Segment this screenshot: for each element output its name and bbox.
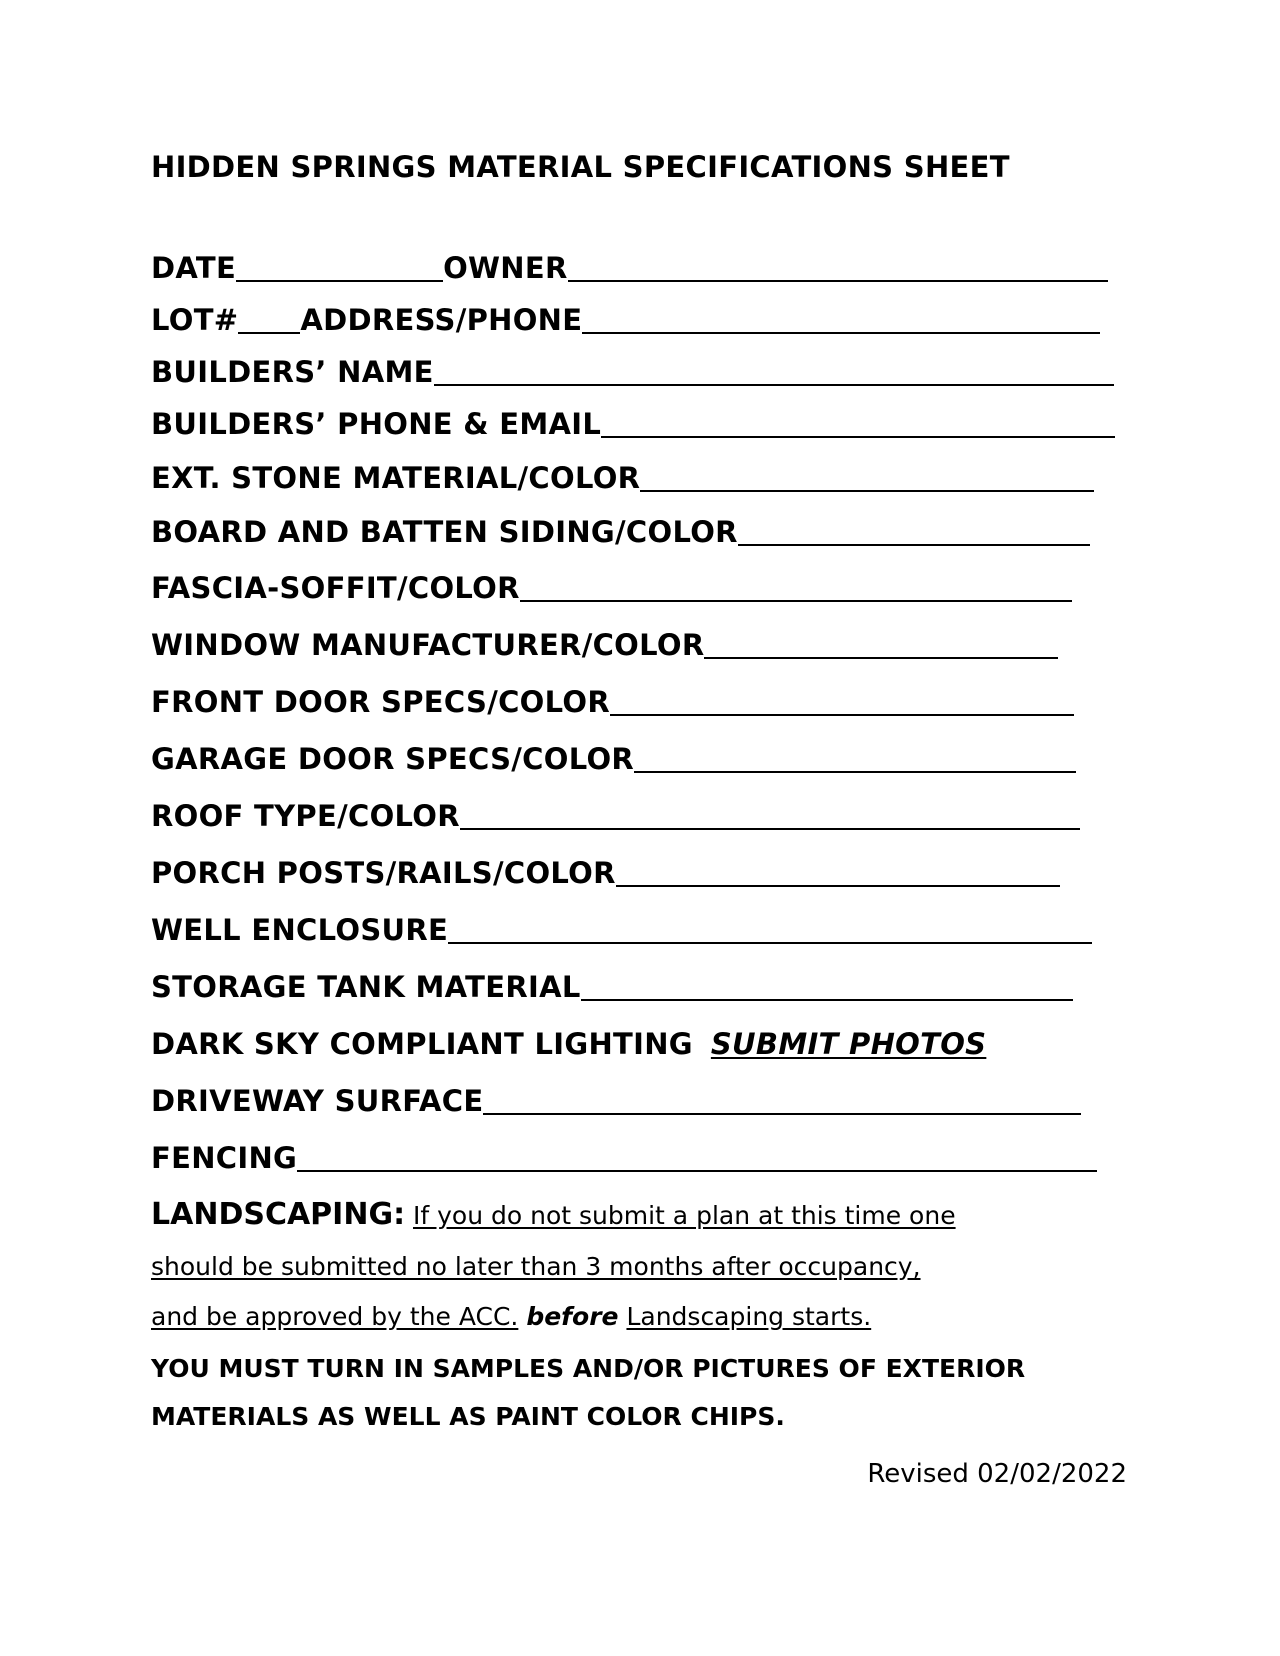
landscaping-emphasis: before xyxy=(526,1302,619,1331)
landscaping-line-1 xyxy=(151,1198,956,1233)
builders-name-label: BUILDERS’ NAME xyxy=(151,355,434,389)
row-lot-address xyxy=(151,302,1100,338)
page-title: HIDDEN SPRINGS MATERIAL SPECIFICATIONS SHEET xyxy=(151,150,1010,184)
row-driveway xyxy=(151,1083,1081,1119)
date-field[interactable] xyxy=(236,254,443,282)
board-batten-field[interactable] xyxy=(738,518,1090,546)
driveway-label: DRIVEWAY SURFACE xyxy=(151,1084,484,1118)
landscaping-line-2 xyxy=(151,1250,921,1284)
window-field[interactable] xyxy=(704,631,1058,659)
garage-door-field[interactable] xyxy=(634,745,1076,773)
well-field[interactable] xyxy=(448,916,1092,944)
row-porch xyxy=(151,855,1060,891)
board-batten-label: BOARD AND BATTEN SIDING/COLOR xyxy=(151,515,738,549)
porch-field[interactable] xyxy=(616,859,1060,887)
row-roof xyxy=(151,798,1080,834)
storage-tank-field[interactable] xyxy=(581,973,1073,1001)
dark-sky-label: DARK SKY COMPLIANT LIGHTING xyxy=(151,1027,693,1061)
landscaping-text-2: should be submitted no later than 3 months after occupancy, xyxy=(151,1252,921,1281)
ext-stone-label: EXT. STONE MATERIAL/COLOR xyxy=(151,461,641,495)
row-date-owner xyxy=(151,250,1108,286)
window-label: WINDOW MANUFACTURER/COLOR xyxy=(151,628,705,662)
roof-field[interactable] xyxy=(460,802,1080,830)
row-storage-tank xyxy=(151,969,1073,1005)
driveway-field[interactable] xyxy=(483,1087,1081,1115)
fascia-soffit-label: FASCIA-SOFFIT/COLOR xyxy=(151,571,520,605)
builders-name-field[interactable] xyxy=(434,358,1114,386)
row-ext-stone xyxy=(151,460,1094,496)
owner-field[interactable] xyxy=(568,254,1108,282)
landscaping-text-3-start: and be approved by the ACC. xyxy=(151,1302,519,1331)
owner-label: OWNER xyxy=(443,251,568,285)
address-phone-label: ADDRESS/PHONE xyxy=(300,303,583,337)
submit-photos-note: SUBMIT PHOTOS xyxy=(710,1027,987,1061)
landscaping-label: LANDSCAPING: xyxy=(151,1197,406,1232)
notice-line-1: YOU MUST TURN IN SAMPLES AND/OR PICTURES OF EXTERIOR xyxy=(151,1354,1026,1383)
row-fascia-soffit xyxy=(151,570,1072,606)
garage-door-label: GARAGE DOOR SPECS/COLOR xyxy=(151,742,635,776)
row-dark-sky xyxy=(151,1026,986,1062)
front-door-label: FRONT DOOR SPECS/COLOR xyxy=(151,685,610,719)
builders-phone-email-label: BUILDERS’ PHONE & EMAIL xyxy=(151,407,602,441)
lot-label: LOT# xyxy=(151,303,239,337)
storage-tank-label: STORAGE TANK MATERIAL xyxy=(151,970,581,1004)
date-label: DATE xyxy=(151,251,237,285)
builders-phone-email-field[interactable] xyxy=(601,410,1115,438)
row-builders-phone-email xyxy=(151,406,1115,442)
row-board-batten xyxy=(151,514,1090,550)
fencing-label: FENCING xyxy=(151,1141,298,1175)
row-garage-door xyxy=(151,741,1076,777)
fencing-field[interactable] xyxy=(297,1144,1097,1172)
notice-line-2: MATERIALS AS WELL AS PAINT COLOR CHIPS. xyxy=(151,1402,785,1431)
porch-label: PORCH POSTS/RAILS/COLOR xyxy=(151,856,616,890)
landscaping-line-3 xyxy=(151,1300,871,1334)
address-phone-field[interactable] xyxy=(582,306,1100,334)
row-well xyxy=(151,912,1092,948)
row-builders-name xyxy=(151,354,1114,390)
row-fencing xyxy=(151,1140,1097,1176)
roof-label: ROOF TYPE/COLOR xyxy=(151,799,460,833)
landscaping-text-1: If you do not submit a plan at this time one xyxy=(413,1201,956,1230)
landscaping-text-3-end: Landscaping starts. xyxy=(626,1302,872,1331)
ext-stone-field[interactable] xyxy=(640,464,1094,492)
fascia-soffit-field[interactable] xyxy=(520,574,1072,602)
well-label: WELL ENCLOSURE xyxy=(151,913,449,947)
lot-field[interactable] xyxy=(238,306,300,334)
row-front-door xyxy=(151,684,1074,720)
revised-date: Revised 02/02/2022 xyxy=(867,1459,1127,1489)
row-window xyxy=(151,627,1058,663)
front-door-field[interactable] xyxy=(610,688,1074,716)
